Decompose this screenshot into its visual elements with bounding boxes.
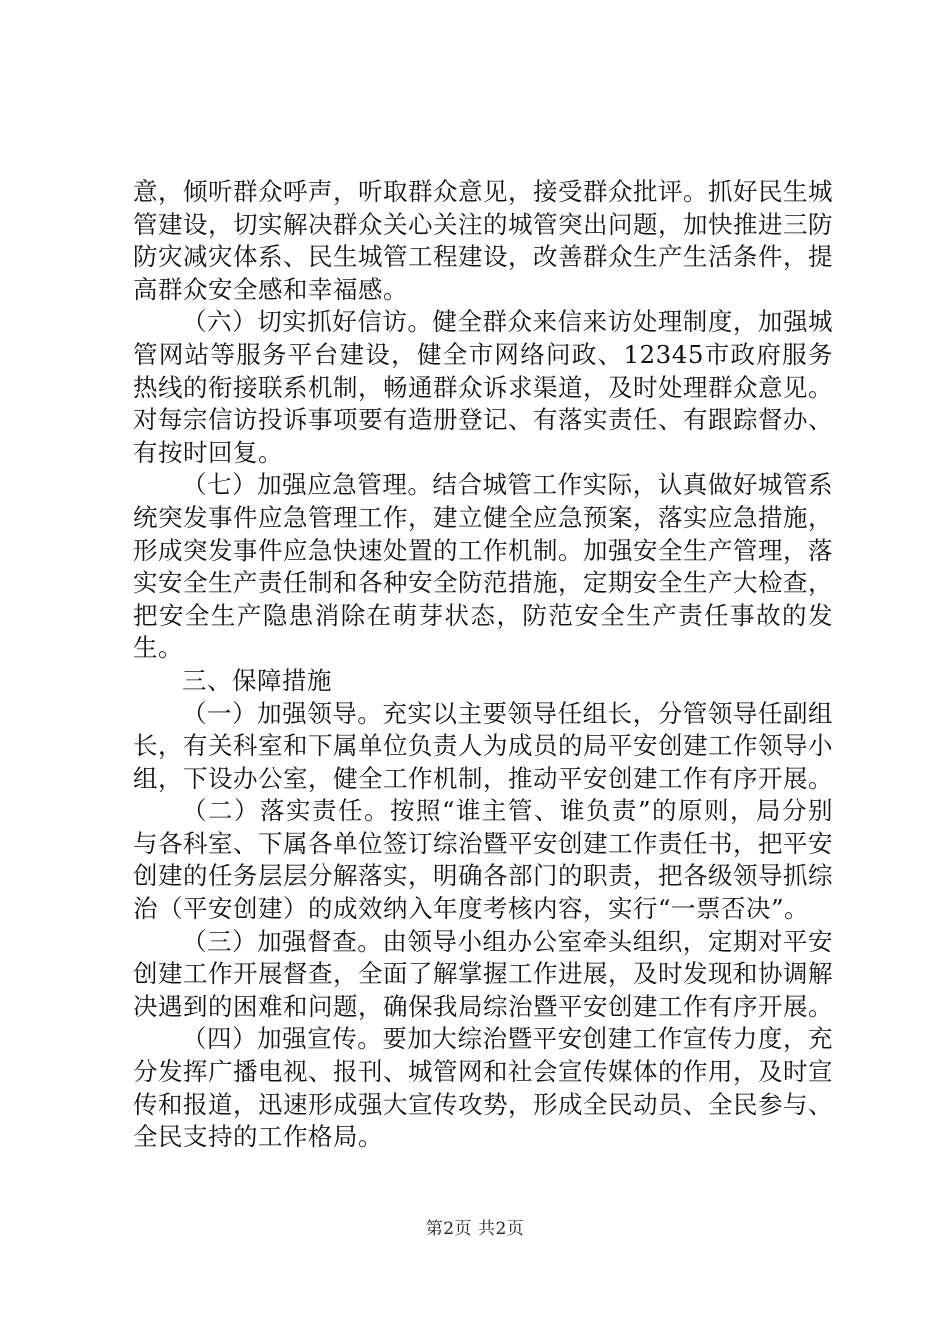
paragraph-measure-1: （一）加强领导。充实以主要领导任组长，分管领导任副组长，有关科室和下属单位负责人为成员的局平安创建工作领导小组，下设办公室，健全工作机制，推动平安创建工作有序开展。 [133,698,833,793]
section-heading-3: 三、保障措施 [182,665,332,695]
page-number-footer: 第2页 共2页 [425,1219,525,1239]
paragraph-item-7: （七）加强应急管理。结合城管工作实际，认真做好城管系统突发事件应急管理工作，建立健全应急预案，落实应急措施，形成突发事件应急快速处置的工作机制。加强安全生产管理，落实安全生产责任制和各种安全防范措施，定期安全生产大检查，把安全生产隐患消除在萌芽状态，防范安全生产责任事故的发生。 [133,470,833,663]
paragraph-item-6: （六）切实抓好信访。健全群众来信来访处理制度，加强城管网站等服务平台建设，健全市网络问政、12345市政府服务热线的衔接联系机制，畅通群众诉求渠道，及时处理群众意见。对每宗信访投诉事项要有造册登记、有落实责任、有跟踪督办、有按时回复。 [133,307,833,467]
paragraph-measure-4: （四）加强宣传。要加大综治暨平安创建工作宣传力度，充分发挥广播电视、报刊、城管网和社会宣传媒体的作用，及时宣传和报道，迅速形成强大宣传攻势，形成全民动员、全民参与、全民支持的工作格局。 [133,1024,833,1152]
paragraph-measure-2: （二）落实责任。按照“谁主管、谁负责”的原则，局分别与各科室、下属各单位签订综治暨平安创建工作责任书，把平安创建的任务层层分解落实，明确各部门的职责，把各级领导抓综治（平安创建）的成效纳入年度考核内容，实行“一票否决”。 [133,796,833,924]
paragraph-continuation: 意，倾听群众呼声，听取群众意见，接受群众批评。抓好民生城管建设，切实解决群众关心关注的城管突出问题，加快推进三防防灾减灾体系、民生城管工程建设，改善群众生产生活条件，提高群众安全感和幸福感。 [133,177,833,304]
document-body [133,176,833,1154]
paragraph-measure-3: （三）加强督查。由领导小组办公室牵头组织，定期对平安创建工作开展督查，全面了解掌握工作进展，及时发现和协调解决遇到的困难和问题，确保我局综治暨平安创建工作有序开展。 [133,926,833,1021]
